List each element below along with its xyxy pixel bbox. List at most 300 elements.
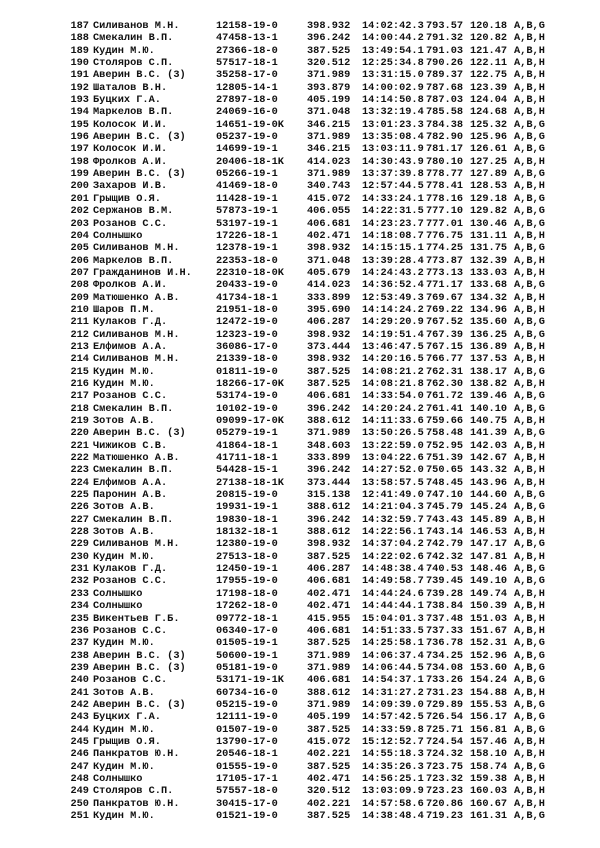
arrival-time: 14:14:50.8 — [362, 94, 424, 107]
arrival-time: 14:15:15.1 — [362, 242, 424, 255]
distance: 398.932 — [307, 353, 351, 366]
distance: 387.525 — [307, 377, 351, 390]
points: 129.18 — [470, 192, 508, 205]
speed: 748.45 — [426, 476, 464, 489]
ring-code: 57873-19-1 — [216, 205, 278, 218]
marks: A,B,G — [514, 711, 545, 724]
marks: A,B,H — [514, 600, 545, 613]
points: 125.96 — [470, 131, 508, 144]
arrival-time: 14:11:33.6 — [362, 415, 424, 427]
points: 142.03 — [470, 439, 508, 452]
points: 150.39 — [470, 600, 508, 613]
result-row — [0, 353, 600, 365]
fancier-name: Зотов А.В. — [93, 415, 155, 427]
speed: 782.90 — [426, 131, 464, 144]
result-row — [0, 193, 600, 205]
ring-code: 21951-18-0 — [216, 303, 278, 316]
fancier-name: Грыщив О.Я. — [93, 192, 161, 205]
fancier-name: Зотов А.В. — [93, 501, 155, 514]
fancier-name: Кудин М.Ю. — [93, 637, 155, 650]
fancier-name: Фролков А.И. — [93, 279, 168, 292]
points: 120.18 — [470, 20, 508, 32]
arrival-time: 12:41:49.0 — [362, 489, 424, 502]
result-row — [0, 378, 600, 390]
arrival-time: 14:22:02.6 — [362, 550, 424, 563]
points: 152.96 — [470, 649, 508, 662]
arrival-time: 13:04:22.6 — [362, 452, 424, 465]
points: 147.17 — [470, 538, 508, 551]
marks: A,B,G — [514, 489, 545, 502]
marks: A,B,G — [514, 143, 545, 156]
speed: 773.13 — [426, 266, 464, 279]
marks: A,B,H — [514, 439, 545, 452]
points: 133.03 — [470, 266, 508, 279]
points: 131.75 — [470, 242, 508, 255]
rank-number: 223 — [70, 464, 89, 477]
ring-code: 12378-19-1 — [216, 242, 278, 255]
rank-number: 216 — [70, 377, 89, 390]
marks: A,B,G — [514, 575, 545, 588]
points: 141.39 — [470, 427, 508, 440]
rank-number: 214 — [70, 353, 89, 366]
fancier-name: Силиванов М.Н. — [93, 328, 180, 341]
arrival-time: 14:55:18.3 — [362, 748, 424, 761]
speed: 720.86 — [426, 797, 464, 810]
fancier-name: Матюшенко А.В. — [93, 291, 180, 304]
rank-number: 203 — [70, 217, 89, 230]
marks: A,B,G — [514, 217, 545, 230]
distance: 346.215 — [307, 118, 351, 131]
ring-code: 18266-17-0K — [216, 377, 284, 390]
marks: A,B,G — [514, 649, 545, 662]
arrival-time: 12:25:34.8 — [362, 57, 424, 70]
ring-code: 11428-19-1 — [216, 192, 278, 205]
fancier-name: Аверин В.С. (3) — [93, 649, 186, 662]
speed: 787.68 — [426, 81, 464, 94]
marks: A,B,G — [514, 760, 545, 773]
marks: A,B,H — [514, 587, 545, 600]
rank-number: 200 — [70, 180, 89, 193]
ring-code: 60734-16-0 — [216, 686, 278, 699]
rank-number: 204 — [70, 229, 89, 242]
rank-number: 209 — [70, 291, 89, 304]
speed: 781.17 — [426, 143, 464, 156]
result-row — [0, 82, 600, 94]
distance: 402.471 — [307, 772, 351, 785]
result-row — [0, 415, 600, 427]
ring-code: 36086-17-0 — [216, 340, 278, 353]
rank-number: 190 — [70, 57, 89, 70]
distance: 414.023 — [307, 279, 351, 292]
arrival-time: 13:37:39.8 — [362, 168, 424, 181]
arrival-time: 14:23:23.7 — [362, 217, 424, 230]
result-row — [0, 773, 600, 785]
speed: 723.75 — [426, 760, 464, 773]
distance: 405.199 — [307, 94, 351, 107]
ring-code: 05237-19-0 — [216, 131, 278, 144]
distance: 406.681 — [307, 624, 351, 637]
distance: 398.932 — [307, 20, 351, 32]
ring-code: 19931-19-1 — [216, 501, 278, 514]
fancier-name: Розанов С.С. — [93, 575, 168, 588]
rank-number: 239 — [70, 661, 89, 674]
speed: 762.31 — [426, 365, 464, 378]
marks: A,B,H — [514, 513, 545, 526]
speed: 791.32 — [426, 32, 464, 45]
points: 159.38 — [470, 772, 508, 785]
fancier-name: Викентьев Г.Б. — [93, 612, 180, 625]
marks: A,B,H — [514, 735, 545, 748]
fancier-name: Грыщив О.Я. — [93, 735, 161, 748]
points: 127.25 — [470, 155, 508, 168]
speed: 752.95 — [426, 439, 464, 452]
points: 143.96 — [470, 476, 508, 489]
rank-number: 234 — [70, 600, 89, 613]
marks: A,B,G — [514, 192, 545, 205]
rank-number: 227 — [70, 513, 89, 526]
marks: A,B,G — [514, 205, 545, 218]
rank-number: 208 — [70, 279, 89, 292]
ring-code: 27897-18-0 — [216, 94, 278, 107]
result-row — [0, 94, 600, 106]
points: 130.46 — [470, 217, 508, 230]
rank-number: 242 — [70, 698, 89, 711]
distance: 393.879 — [307, 81, 351, 94]
marks: A,B,H — [514, 291, 545, 304]
distance: 371.989 — [307, 649, 351, 662]
arrival-time: 14:35:26.3 — [362, 760, 424, 773]
rank-number: 235 — [70, 612, 89, 625]
distance: 402.471 — [307, 587, 351, 600]
distance: 371.989 — [307, 69, 351, 82]
points: 139.46 — [470, 390, 508, 403]
arrival-time: 14:29:20.9 — [362, 316, 424, 329]
distance: 387.525 — [307, 810, 351, 822]
distance: 388.612 — [307, 686, 351, 699]
marks: A,B,G — [514, 168, 545, 181]
ring-code: 06340-17-0 — [216, 624, 278, 637]
arrival-time: 14:00:02.9 — [362, 81, 424, 94]
marks: A,B,H — [514, 686, 545, 699]
speed: 762.30 — [426, 377, 464, 390]
result-row — [0, 798, 600, 810]
speed: 767.39 — [426, 328, 464, 341]
arrival-time: 13:39:28.4 — [362, 254, 424, 267]
fancier-name: Кудин М.Ю. — [93, 365, 155, 378]
distance: 402.221 — [307, 748, 351, 761]
points: 149.74 — [470, 587, 508, 600]
result-row — [0, 316, 600, 328]
speed: 719.23 — [426, 810, 464, 822]
result-row — [0, 452, 600, 464]
distance: 415.955 — [307, 612, 351, 625]
marks: A,B,H — [514, 353, 545, 366]
speed: 743.14 — [426, 526, 464, 539]
result-row — [0, 20, 600, 32]
ring-code: 12450-19-1 — [216, 563, 278, 576]
distance: 406.287 — [307, 563, 351, 576]
ring-code: 12158-19-0 — [216, 20, 278, 32]
speed: 737.33 — [426, 624, 464, 637]
fancier-name: Кудин М.Ю. — [93, 760, 155, 773]
speed: 725.71 — [426, 723, 464, 736]
arrival-time: 14:22:31.5 — [362, 205, 424, 218]
fancier-name: Захаров И.В. — [93, 180, 168, 193]
speed: 758.48 — [426, 427, 464, 440]
speed: 751.39 — [426, 452, 464, 465]
marks: A,B,H — [514, 266, 545, 279]
speed: 759.66 — [426, 415, 464, 427]
result-row — [0, 168, 600, 180]
rank-number: 250 — [70, 797, 89, 810]
marks: A,B,H — [514, 772, 545, 785]
distance: 406.681 — [307, 575, 351, 588]
speed: 739.28 — [426, 587, 464, 600]
speed: 742.79 — [426, 538, 464, 551]
marks: A,B,G — [514, 316, 545, 329]
fancier-name: Розанов С.С. — [93, 674, 168, 687]
result-row — [0, 625, 600, 637]
arrival-time: 14:57:42.5 — [362, 711, 424, 724]
marks: A,B,G — [514, 390, 545, 403]
speed: 771.17 — [426, 279, 464, 292]
points: 134.96 — [470, 303, 508, 316]
ring-code: 50600-19-1 — [216, 649, 278, 662]
distance: 414.023 — [307, 155, 351, 168]
speed: 733.26 — [426, 674, 464, 687]
ring-code: 17955-19-0 — [216, 575, 278, 588]
arrival-time: 12:57:44.5 — [362, 180, 424, 193]
speed: 729.89 — [426, 698, 464, 711]
rank-number: 243 — [70, 711, 89, 724]
fancier-name: Кудин М.Ю. — [93, 377, 155, 390]
arrival-time: 14:32:59.7 — [362, 513, 424, 526]
speed: 769.22 — [426, 303, 464, 316]
arrival-time: 14:08:21.8 — [362, 377, 424, 390]
speed: 787.03 — [426, 94, 464, 107]
rank-number: 241 — [70, 686, 89, 699]
result-row — [0, 650, 600, 662]
arrival-time: 14:44:24.6 — [362, 587, 424, 600]
fancier-name: Аверин В.С. (3) — [93, 698, 186, 711]
speed: 734.25 — [426, 649, 464, 662]
distance: 402.221 — [307, 797, 351, 810]
points: 124.04 — [470, 94, 508, 107]
rank-number: 187 — [70, 20, 89, 32]
speed: 731.23 — [426, 686, 464, 699]
fancier-name: Паронин А.В. — [93, 489, 168, 502]
ring-code: 01507-19-0 — [216, 723, 278, 736]
arrival-time: 14:31:27.2 — [362, 686, 424, 699]
fancier-name: Кудин М.Ю. — [93, 44, 155, 57]
speed: 767.15 — [426, 340, 464, 353]
rank-number: 202 — [70, 205, 89, 218]
speed: 739.45 — [426, 575, 464, 588]
points: 158.74 — [470, 760, 508, 773]
speed: 726.54 — [426, 711, 464, 724]
speed: 785.58 — [426, 106, 464, 119]
ring-code: 14699-19-1 — [216, 143, 278, 156]
result-row — [0, 575, 600, 587]
arrival-time: 14:20:16.5 — [362, 353, 424, 366]
speed: 778.16 — [426, 192, 464, 205]
fancier-name: Колосок И.И. — [93, 118, 168, 131]
distance: 371.989 — [307, 168, 351, 181]
distance: 346.215 — [307, 143, 351, 156]
result-row — [0, 366, 600, 378]
distance: 320.512 — [307, 57, 351, 70]
marks: A,B,H — [514, 476, 545, 489]
arrival-time: 13:22:59.0 — [362, 439, 424, 452]
ring-code: 53197-19-1 — [216, 217, 278, 230]
result-row — [0, 538, 600, 550]
points: 146.53 — [470, 526, 508, 539]
distance: 388.612 — [307, 526, 351, 539]
speed: 723.32 — [426, 772, 464, 785]
marks: A,B,H — [514, 464, 545, 477]
points: 158.10 — [470, 748, 508, 761]
results-list — [0, 20, 600, 822]
speed: 780.10 — [426, 155, 464, 168]
result-row — [0, 514, 600, 526]
rank-number: 230 — [70, 550, 89, 563]
arrival-time: 13:35:08.4 — [362, 131, 424, 144]
points: 147.81 — [470, 550, 508, 563]
rank-number: 240 — [70, 674, 89, 687]
rank-number: 191 — [70, 69, 89, 82]
points: 157.46 — [470, 735, 508, 748]
speed: 777.01 — [426, 217, 464, 230]
points: 138.82 — [470, 377, 508, 390]
fancier-name: Розанов С.С. — [93, 217, 168, 230]
result-row — [0, 32, 600, 44]
rank-number: 207 — [70, 266, 89, 279]
marks: A,B,H — [514, 254, 545, 267]
rank-number: 233 — [70, 587, 89, 600]
rank-number: 245 — [70, 735, 89, 748]
ring-code: 05266-19-1 — [216, 168, 278, 181]
speed: 740.53 — [426, 563, 464, 576]
distance: 333.899 — [307, 452, 351, 465]
rank-number: 192 — [70, 81, 89, 94]
arrival-time: 14:54:37.1 — [362, 674, 424, 687]
rank-number: 218 — [70, 402, 89, 415]
arrival-time: 14:44:44.1 — [362, 600, 424, 613]
rank-number: 244 — [70, 723, 89, 736]
fancier-name: Кулаков Г.Д. — [93, 563, 168, 576]
ring-code: 20815-19-0 — [216, 489, 278, 502]
fancier-name: Колосок И.И. — [93, 143, 168, 156]
marks: A,B,H — [514, 377, 545, 390]
result-row — [0, 230, 600, 242]
points: 136.25 — [470, 328, 508, 341]
ring-code: 17198-18-0 — [216, 587, 278, 600]
marks: A,B,G — [514, 674, 545, 687]
speed: 747.10 — [426, 489, 464, 502]
points: 155.53 — [470, 698, 508, 711]
marks: A,B,H — [514, 106, 545, 119]
fancier-name: Кудин М.Ю. — [93, 810, 155, 822]
result-row — [0, 403, 600, 415]
distance: 387.525 — [307, 44, 351, 57]
ring-code: 20433-19-0 — [216, 279, 278, 292]
distance: 320.512 — [307, 785, 351, 798]
speed: 743.43 — [426, 513, 464, 526]
points: 132.39 — [470, 254, 508, 267]
distance: 396.242 — [307, 32, 351, 45]
marks: A,B,H — [514, 797, 545, 810]
fancier-name: Панкратов Ю.Н. — [93, 748, 180, 761]
result-row — [0, 674, 600, 686]
points: 156.17 — [470, 711, 508, 724]
ring-code: 41469-18-0 — [216, 180, 278, 193]
points: 153.60 — [470, 661, 508, 674]
distance: 398.932 — [307, 328, 351, 341]
speed: 761.41 — [426, 402, 464, 415]
ring-code: 22353-18-0 — [216, 254, 278, 267]
fancier-name: Розанов С.С. — [93, 624, 168, 637]
marks: A,B,G — [514, 661, 545, 674]
arrival-time: 14:14:24.2 — [362, 303, 424, 316]
marks: A,B,H — [514, 81, 545, 94]
rank-number: 237 — [70, 637, 89, 650]
rank-number: 249 — [70, 785, 89, 798]
marks: A,B,G — [514, 131, 545, 144]
arrival-time: 13:32:19.4 — [362, 106, 424, 119]
ring-code: 05181-19-0 — [216, 661, 278, 674]
rank-number: 195 — [70, 118, 89, 131]
speed: 773.87 — [426, 254, 464, 267]
fancier-name: Аверин В.С. (3) — [93, 427, 186, 440]
marks: A,B,H — [514, 415, 545, 427]
rank-number: 196 — [70, 131, 89, 144]
distance: 371.989 — [307, 427, 351, 440]
fancier-name: Маркелов В.П. — [93, 254, 174, 267]
points: 156.81 — [470, 723, 508, 736]
marks: A,B,G — [514, 328, 545, 341]
points: 151.03 — [470, 612, 508, 625]
arrival-time: 14:33:24.1 — [362, 192, 424, 205]
result-row — [0, 292, 600, 304]
result-row — [0, 761, 600, 773]
rank-number: 226 — [70, 501, 89, 514]
result-row — [0, 304, 600, 316]
ring-code: 10102-19-0 — [216, 402, 278, 415]
fancier-name: Гражданинов И.Н. — [93, 266, 192, 279]
rank-number: 238 — [70, 649, 89, 662]
result-row — [0, 180, 600, 192]
result-row — [0, 613, 600, 625]
arrival-time: 13:50:26.5 — [362, 427, 424, 440]
distance: 398.932 — [307, 242, 351, 255]
points: 131.11 — [470, 229, 508, 242]
points: 138.17 — [470, 365, 508, 378]
speed: 791.03 — [426, 44, 464, 57]
result-row — [0, 501, 600, 513]
distance: 373.444 — [307, 340, 351, 353]
arrival-time: 14:20:24.2 — [362, 402, 424, 415]
speed: 777.10 — [426, 205, 464, 218]
speed: 790.26 — [426, 57, 464, 70]
arrival-time: 12:53:49.3 — [362, 291, 424, 304]
rank-number: 189 — [70, 44, 89, 57]
distance: 415.072 — [307, 192, 351, 205]
fancier-name: Елфимов А.А. — [93, 476, 168, 489]
ring-code: 47458-13-1 — [216, 32, 278, 45]
marks: A,B,G — [514, 118, 545, 131]
arrival-time: 14:27:52.0 — [362, 464, 424, 477]
result-row — [0, 255, 600, 267]
